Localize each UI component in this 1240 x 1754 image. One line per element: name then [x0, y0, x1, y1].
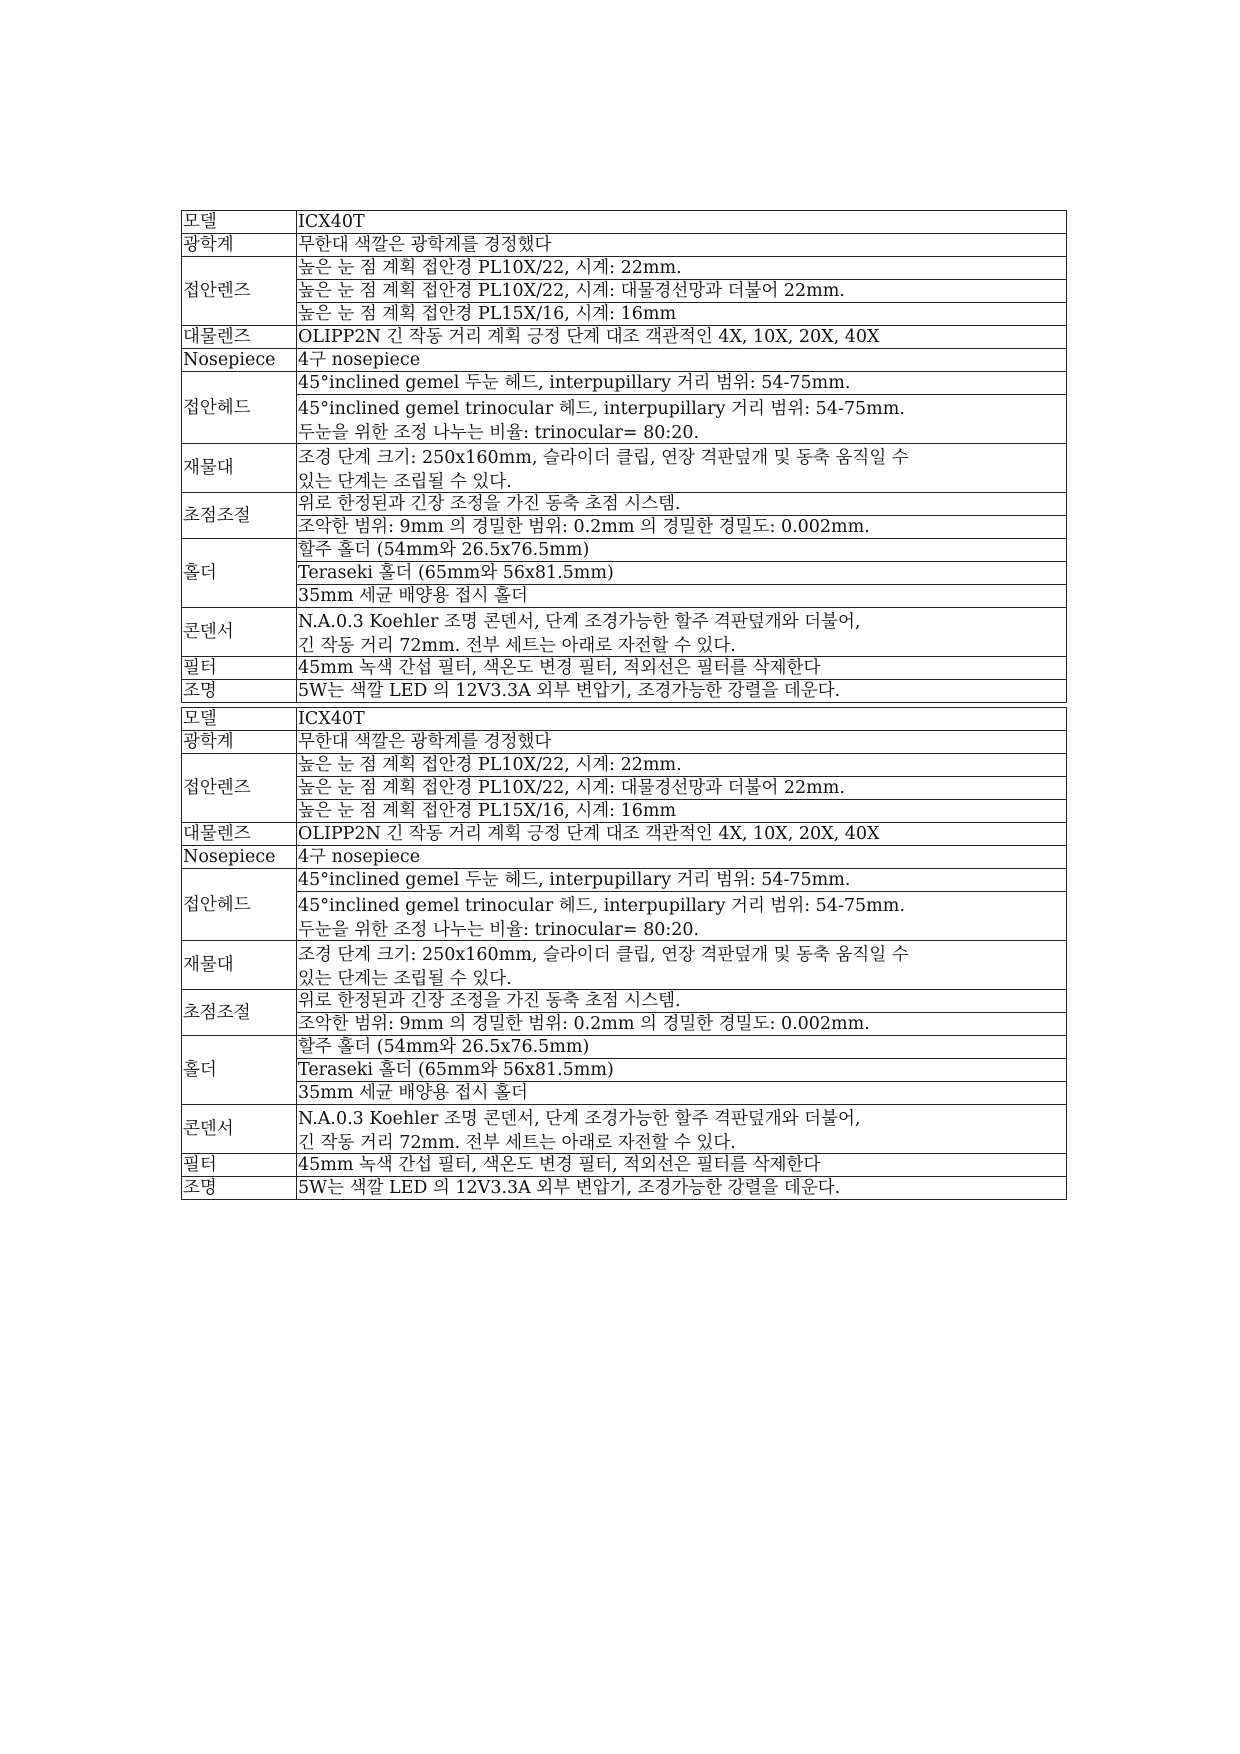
table-row: [182, 1082, 1067, 1105]
table-row: [182, 800, 1067, 823]
spec-value: 높은 눈 점 계획 접안경 PL15X/16, 시계: 16mm: [297, 303, 1067, 326]
spec-value: 높은 눈 점 계획 접안경 PL10X/22, 시계: 22mm.: [297, 257, 1067, 280]
spec-table-block: [181, 707, 1067, 1200]
spec-value: ICX40T: [297, 708, 1067, 731]
spec-label: 조명: [182, 1177, 297, 1200]
spec-value: 무한대 색깔은 광학계를 경정했다: [297, 234, 1067, 257]
spec-label: 재물대: [182, 444, 297, 493]
table-row: [182, 869, 1067, 892]
spec-value: [297, 395, 1067, 444]
table-row: [182, 326, 1067, 349]
table-row: [182, 1154, 1067, 1177]
spec-label: 콘덴서: [182, 1105, 297, 1154]
spec-value: 높은 눈 점 계획 접안경 PL10X/22, 시계: 22mm.: [297, 754, 1067, 777]
table-row: [182, 257, 1067, 280]
spec-value: 높은 눈 점 계획 접안경 PL15X/16, 시계: 16mm: [297, 800, 1067, 823]
table-row: [182, 395, 1067, 444]
spec-label: 콘덴서: [182, 608, 297, 657]
spec-value-line: 두눈을 위한 조정 나누는 비율: trinocular= 80:20.: [298, 920, 700, 940]
spec-label: 대물렌즈: [182, 823, 297, 846]
spec-label: 접안렌즈: [182, 257, 297, 326]
spec-value: [297, 892, 1067, 941]
spec-value: [297, 444, 1067, 493]
spec-value: 높은 눈 점 계획 접안경 PL10X/22, 시계: 대물경선망과 더불어 22mm.: [297, 777, 1067, 800]
spec-label: 접안렌즈: [182, 754, 297, 823]
spec-value: 4구 nosepiece: [297, 846, 1067, 869]
spec-label: 대물렌즈: [182, 326, 297, 349]
table-row: [182, 349, 1067, 372]
spec-value: 35mm 세균 배양용 접시 홀더: [297, 585, 1067, 608]
spec-label: 광학계: [182, 731, 297, 754]
spec-label: 초점조절: [182, 990, 297, 1036]
spec-label: 홀더: [182, 539, 297, 608]
spec-label: 필터: [182, 657, 297, 680]
table-row: [182, 846, 1067, 869]
spec-value: ICX40T: [297, 211, 1067, 234]
spec-value-line: 있는 단계는 조립될 수 있다.: [298, 472, 512, 492]
spec-value: [297, 941, 1067, 990]
spec-value: [297, 1105, 1067, 1154]
table-row: [182, 754, 1067, 777]
table-row: [182, 280, 1067, 303]
spec-value: [297, 608, 1067, 657]
spec-value: 5W는 색깔 LED 의 12V3.3A 외부 변압기, 조경가능한 강렬을 데운다.: [297, 680, 1067, 703]
spec-label: 모델: [182, 211, 297, 234]
table-row: [182, 941, 1067, 990]
spec-value: Teraseki 홀더 (65mm와 56x81.5mm): [297, 1059, 1067, 1082]
table-row: [182, 892, 1067, 941]
spec-label: 광학계: [182, 234, 297, 257]
spec-value-line: 45°inclined gemel trinocular 헤드, interpupillary 거리 범위: 54-75mm.: [298, 896, 905, 916]
table-row: [182, 1177, 1067, 1200]
spec-value: 할주 홀더 (54mm와 26.5x76.5mm): [297, 1036, 1067, 1059]
table-row: [182, 585, 1067, 608]
spec-label: Nosepiece: [182, 846, 297, 869]
table-row: [182, 1036, 1067, 1059]
spec-value: 조악한 범위: 9mm 의 경밀한 범위: 0.2mm 의 경밀한 경밀도: 0.002mm.: [297, 1013, 1067, 1036]
spec-value-line: N.A.0.3 Koehler 조명 콘덴서, 단계 조경가능한 할주 격판덮개와 더불어,: [298, 1109, 861, 1129]
spec-value: 45°inclined gemel 두눈 헤드, interpupillary 거리 범위: 54-75mm.: [297, 869, 1067, 892]
table-row: [182, 990, 1067, 1013]
spec-value: 조악한 범위: 9mm 의 경밀한 범위: 0.2mm 의 경밀한 경밀도: 0.002mm.: [297, 516, 1067, 539]
spec-value: Teraseki 홀더 (65mm와 56x81.5mm): [297, 562, 1067, 585]
spec-value: 45mm 녹색 간섭 필터, 색온도 변경 필터, 적외선은 필터를 삭제한다: [297, 1154, 1067, 1177]
spec-label: 접안헤드: [182, 372, 297, 444]
table-row: [182, 234, 1067, 257]
table-row: [182, 303, 1067, 326]
table-row: [182, 372, 1067, 395]
table-row: [182, 1059, 1067, 1082]
spec-label: 초점조절: [182, 493, 297, 539]
table-row: [182, 731, 1067, 754]
spec-value-line: 조경 단계 크기: 250x160mm, 슬라이더 클립, 연장 격판덮개 및 동축 움직일 수: [298, 945, 909, 965]
spec-value-line: 긴 작동 거리 72mm. 전부 세트는 아래로 자전할 수 있다.: [298, 1133, 736, 1153]
spec-value: 할주 홀더 (54mm와 26.5x76.5mm): [297, 539, 1067, 562]
table-row: [182, 516, 1067, 539]
table-row: [182, 708, 1067, 731]
table-row: [182, 1105, 1067, 1154]
spec-value-line: N.A.0.3 Koehler 조명 콘덴서, 단계 조경가능한 할주 격판덮개와 더불어,: [298, 612, 861, 632]
table-row: [182, 608, 1067, 657]
spec-table-block: [181, 210, 1067, 703]
spec-value: OLIPP2N 긴 작동 거리 계획 긍정 단계 대조 객관적인 4X, 10X, 20X, 40X: [297, 823, 1067, 846]
spec-value: 45mm 녹색 간섭 필터, 색온도 변경 필터, 적외선은 필터를 삭제한다: [297, 657, 1067, 680]
spec-label: 조명: [182, 680, 297, 703]
table-row: [182, 444, 1067, 493]
table-row: [182, 777, 1067, 800]
spec-sheet: [181, 210, 1067, 1200]
table-row: [182, 539, 1067, 562]
spec-value: 35mm 세균 배양용 접시 홀더: [297, 1082, 1067, 1105]
table-row: [182, 657, 1067, 680]
spec-value: 위로 한정된과 긴장 조정을 가진 동축 초점 시스템.: [297, 990, 1067, 1013]
spec-value: 45°inclined gemel 두눈 헤드, interpupillary 거리 범위: 54-75mm.: [297, 372, 1067, 395]
table-row: [182, 562, 1067, 585]
spec-value-line: 조경 단계 크기: 250x160mm, 슬라이더 클립, 연장 격판덮개 및 동축 움직일 수: [298, 448, 909, 468]
spec-label: 접안헤드: [182, 869, 297, 941]
spec-label: 모델: [182, 708, 297, 731]
table-row: [182, 680, 1067, 703]
spec-value: 무한대 색깔은 광학계를 경정했다: [297, 731, 1067, 754]
spec-value: OLIPP2N 긴 작동 거리 계획 긍정 단계 대조 객관적인 4X, 10X, 20X, 40X: [297, 326, 1067, 349]
table-row: [182, 493, 1067, 516]
table-row: [182, 211, 1067, 234]
spec-label: 필터: [182, 1154, 297, 1177]
spec-value-line: 45°inclined gemel trinocular 헤드, interpupillary 거리 범위: 54-75mm.: [298, 399, 905, 419]
table-row: [182, 823, 1067, 846]
spec-value-line: 긴 작동 거리 72mm. 전부 세트는 아래로 자전할 수 있다.: [298, 636, 736, 656]
spec-label: 재물대: [182, 941, 297, 990]
spec-value-line: 있는 단계는 조립될 수 있다.: [298, 969, 512, 989]
spec-value: 높은 눈 점 계획 접안경 PL10X/22, 시계: 대물경선망과 더불어 22mm.: [297, 280, 1067, 303]
spec-value-line: 두눈을 위한 조정 나누는 비율: trinocular= 80:20.: [298, 423, 700, 443]
spec-value: 4구 nosepiece: [297, 349, 1067, 372]
spec-label: 홀더: [182, 1036, 297, 1105]
spec-label: Nosepiece: [182, 349, 297, 372]
table-row: [182, 1013, 1067, 1036]
spec-value: 위로 한정된과 긴장 조정을 가진 동축 초점 시스템.: [297, 493, 1067, 516]
spec-value: 5W는 색깔 LED 의 12V3.3A 외부 변압기, 조경가능한 강렬을 데운다.: [297, 1177, 1067, 1200]
